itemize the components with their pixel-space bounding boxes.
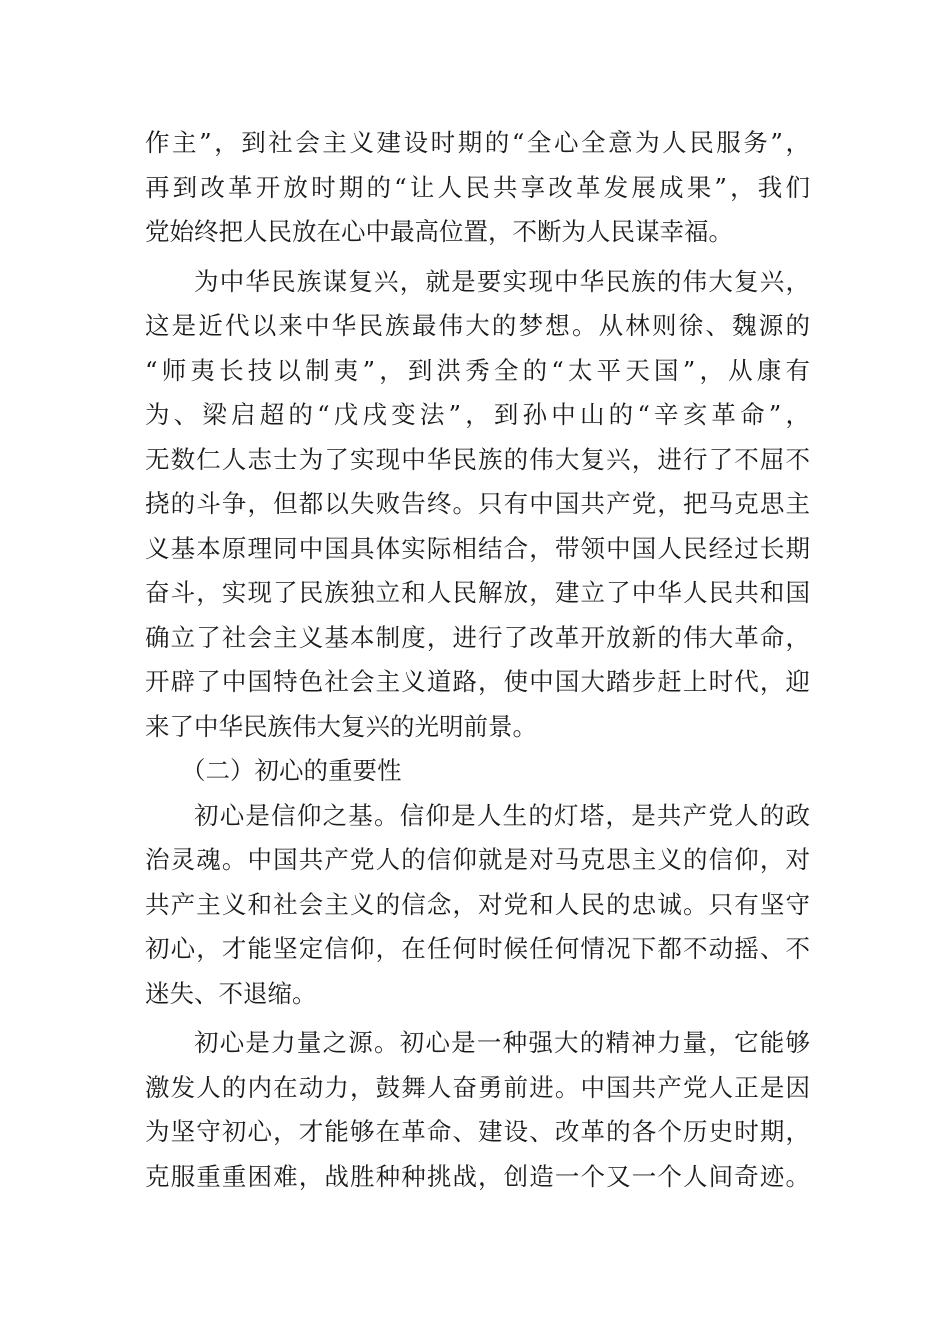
text-line: 克服重重困难，战胜种种挑战，创造一个又一个人间奇迹。 [145, 1161, 810, 1191]
text-line: 迷失、不退缩。 [145, 978, 317, 1008]
text-line: 挠的斗争，但都以失败告终。只有中国共产党，把马克思主 [145, 489, 810, 518]
text-line: 再到改革开放时期的“让人民共享改革发展成果”，我们 [145, 172, 810, 202]
text-line: 激发人的内在动力，鼓舞人奋勇前进。中国共产党人正是因 [145, 1072, 810, 1102]
text-line: 确立了社会主义基本制度，进行了改革开放新的伟大革命， [145, 622, 810, 652]
text-line: 为、梁启超的“戊戌变法”，到孙中山的“辛亥革命”， [145, 400, 810, 429]
text-line: 奋斗，实现了民族独立和人民解放，建立了中华人民共和国 [145, 578, 810, 607]
text-line: 初心是力量之源。初心是一种强大的精神力量，它能够 [194, 1028, 810, 1057]
text-line: 为坚守初心，才能够在革命、建设、改革的各个历史时期， [145, 1117, 810, 1146]
text-line: 党始终把人民放在心中最高位置，不断为人民谋幸福。 [145, 217, 733, 246]
text-line: 无数仁人志士为了实现中华民族的伟大复兴，进行了不屈不 [145, 444, 810, 474]
text-line: 初心，才能坚定信仰，在任何时候任何情况下都不动摇、不 [145, 934, 810, 963]
text-line: 作主”，到社会主义建设时期的“全心全意为人民服务”， [145, 128, 810, 157]
text-line: 这是近代以来中华民族最伟大的梦想。从林则徐、魏源的 [145, 311, 810, 340]
paragraph-4 [145, 1021, 810, 1199]
paragraph-3 [145, 794, 810, 1017]
section-heading-text: （二）初心的重要性 [181, 756, 402, 785]
text-line: 为中华民族谋复兴，就是要实现中华民族的伟大复兴， [194, 266, 810, 296]
paragraph-2 [145, 260, 810, 750]
document-body [145, 121, 810, 1199]
text-line: 治灵魂。中国共产党人的信仰就是对马克思主义的信仰，对 [145, 845, 810, 874]
text-line: 开辟了中国特色社会主义道路，使中国大踏步赶上时代，迎 [145, 667, 810, 696]
text-line: 初心是信仰之基。信仰是人生的灯塔，是共产党人的政 [194, 800, 810, 830]
text-line: “师夷长技以制夷”，到洪秀全的“太平天国”，从康有 [145, 355, 810, 385]
text-line: 共产主义和社会主义的信念，对党和人民的忠诚。只有坚守 [145, 889, 810, 919]
text-line: 义基本原理同中国具体实际相结合，带领中国人民经过长期 [145, 533, 810, 563]
paragraph-1 [145, 121, 810, 255]
section-heading [145, 749, 810, 794]
text-line: 来了中华民族伟大复兴的光明前景。 [145, 711, 537, 741]
